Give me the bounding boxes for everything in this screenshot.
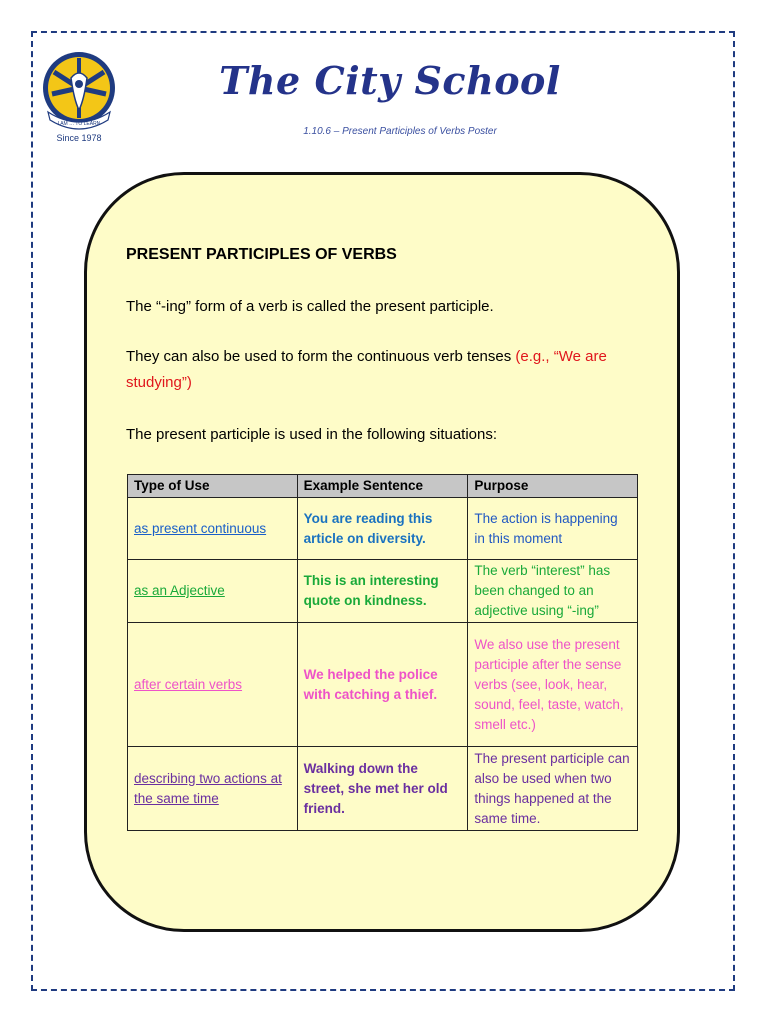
example-cell: This is an interesting quote on kindness. <box>297 560 468 623</box>
table-header-row <box>128 475 638 498</box>
table-row <box>128 560 638 623</box>
header-type-of-use: Type of Use <box>128 475 298 498</box>
continuous-tense-text: They can also be used to form the continuous verb tenses <box>126 348 516 365</box>
purpose-cell: The present participle can also be used when two things happened at the same time. <box>468 747 638 831</box>
use-cell[interactable]: as present continuous <box>128 498 298 560</box>
school-logo-icon <box>40 48 118 146</box>
school-title: The City School <box>219 58 561 103</box>
use-cell[interactable]: after certain verbs <box>128 623 298 747</box>
header-purpose: Purpose <box>468 475 638 498</box>
purpose-cell: The action is happening in this moment <box>468 498 638 560</box>
header-example-sentence: Example Sentence <box>297 475 468 498</box>
situations-paragraph: The present participle is used in the following situations: <box>126 426 498 443</box>
intro-paragraph: The “-ing” form of a verb is called the present participle. <box>126 298 494 315</box>
purpose-cell: We also use the present participle after the sense verbs (see, look, hear, sound, feel, taste, watch, smell etc.) <box>468 623 638 747</box>
example-cell: You are reading this article on diversity. <box>297 498 468 560</box>
table-row <box>128 498 638 560</box>
logo-caption: Since 1978 <box>56 133 102 143</box>
poster-subtitle: 1.10.6 – Present Participles of Verbs Poster <box>303 126 497 137</box>
example-cell: We helped the police with catching a thief. <box>297 623 468 747</box>
use-cell[interactable]: describing two actions at the same time <box>128 747 298 831</box>
poster-heading: PRESENT PARTICIPLES OF VERBS <box>126 246 397 263</box>
continuous-tense-paragraph <box>126 344 636 396</box>
table-row <box>128 623 638 747</box>
logo-motto: I AM … TO LEARN <box>57 121 101 127</box>
table-row <box>128 747 638 831</box>
purpose-cell: The verb “interest” has been changed to an adjective using “-ing” <box>468 560 638 623</box>
uses-table <box>127 474 638 831</box>
use-cell[interactable]: as an Adjective <box>128 560 298 623</box>
example-cell: Walking down the street, she met her old friend. <box>297 747 468 831</box>
continuous-tense-example: (e.g., “We are studying”) <box>126 348 607 391</box>
